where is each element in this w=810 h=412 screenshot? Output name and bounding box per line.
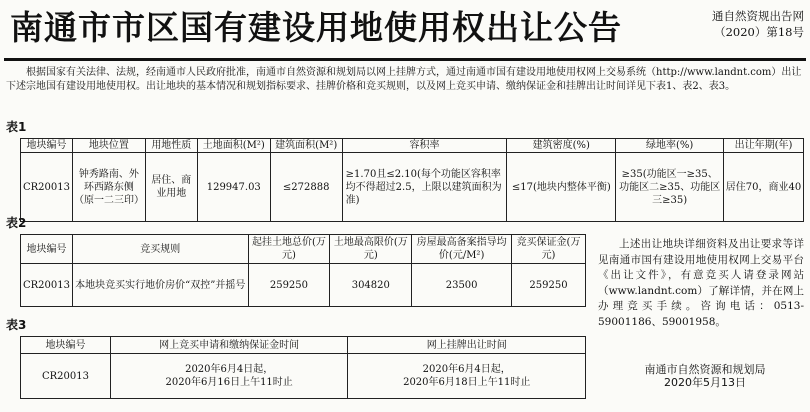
table1-label: 表1 bbox=[6, 120, 27, 134]
header-cell: 土地最高限价(万元) bbox=[330, 235, 412, 264]
deposit-cell: 259250 bbox=[512, 264, 586, 307]
table-header-row bbox=[21, 235, 586, 264]
start-price-cell: 259250 bbox=[248, 264, 330, 307]
land-use-cell: 居住、商业用地 bbox=[145, 153, 197, 222]
header-cell: 地块位置 bbox=[72, 139, 145, 153]
announcement-number bbox=[712, 8, 804, 40]
header-cell: 用地性质 bbox=[145, 139, 197, 153]
header-cell: 起挂土地总价(万元) bbox=[248, 235, 330, 264]
plot-id-cell: CR20013 bbox=[21, 153, 73, 222]
issuer-name: 南通市自然资源和规划局 bbox=[644, 363, 766, 376]
green-rate-cell: ≥35(功能区一≥35、功能区二≥35、功能区三≥35) bbox=[616, 153, 724, 222]
apply-time-cell bbox=[110, 354, 348, 399]
term-cell: 居住70，商业40 bbox=[724, 153, 804, 222]
house-price-cell: 23500 bbox=[412, 264, 512, 307]
apply-start: 2020年6月4日起， bbox=[185, 364, 274, 375]
listing-time-cell bbox=[348, 354, 586, 399]
land-info-table bbox=[20, 138, 804, 222]
header-cell: 建筑面积(M²) bbox=[270, 139, 342, 153]
page-title: 南通市市区国有建设用地使用权出让公告 bbox=[10, 8, 622, 47]
header-cell: 绿地率(%) bbox=[616, 139, 724, 153]
far-cell: ≥1.70且≤2.10(每个功能区容积率均不得超过2.5，上限以建筑面积为准) bbox=[342, 153, 507, 222]
land-area-cell: 129947.03 bbox=[197, 153, 270, 222]
table-header-row bbox=[21, 337, 586, 354]
issue-date: 2020年5月13日 bbox=[664, 376, 746, 389]
building-area-cell: ≤272888 bbox=[270, 153, 342, 222]
signature bbox=[620, 363, 790, 389]
header-cell: 竞买规则 bbox=[72, 235, 248, 264]
header-cell: 土地面积(M²) bbox=[197, 139, 270, 153]
header-cell: 网上挂牌出让时间 bbox=[348, 337, 586, 354]
table-row bbox=[21, 354, 586, 399]
apply-end: 2020年6月16日上午11时止 bbox=[165, 377, 293, 388]
header-cell: 出让年期(年) bbox=[724, 139, 804, 153]
table2-label: 表2 bbox=[6, 216, 27, 230]
schedule-table bbox=[20, 336, 586, 399]
header-cell: 竞买保证金(万元) bbox=[512, 235, 586, 264]
table3-label: 表3 bbox=[6, 318, 27, 332]
header-cell: 网上竞买申请和缴纳保证金时间 bbox=[110, 337, 348, 354]
bidding-rule-cell: 本地块竞买实行地价房价“双控”并摇号 bbox=[72, 264, 248, 307]
title-divider bbox=[4, 58, 806, 61]
header-cell: 地块编号 bbox=[21, 139, 73, 153]
header-cell: 地块编号 bbox=[21, 235, 73, 264]
intro-paragraph: 根据国家有关法律、法规，经南通市人民政府批准，南通市自然资源和规划局以网上挂牌方式，通过南通市国有建设用地使用权网上交易系统（http://www.landnt.com）出让下述宗地国有建设用地使用权。出让地块的基本情况和规划指标要求、挂牌价格和竞买规则，以及网上竞买申请、缴纳保证金和挂牌出让时间详见下表1、表2、表3。 bbox=[6, 67, 802, 92]
density-cell: ≤17(地块内整体平衡) bbox=[507, 153, 616, 222]
table-row bbox=[21, 264, 586, 307]
plot-id-cell: CR20013 bbox=[21, 354, 111, 399]
announcement-code: （2020）第18号 bbox=[714, 25, 804, 39]
header-cell: 容积率 bbox=[342, 139, 507, 153]
table-row bbox=[21, 153, 804, 222]
announcement-source: 通自然资规出告网 bbox=[712, 9, 804, 23]
header-cell: 建筑密度(%) bbox=[507, 139, 616, 153]
max-price-cell: 304820 bbox=[330, 264, 412, 307]
listing-start: 2020年6月4日起， bbox=[422, 364, 511, 375]
plot-id-cell: CR20013 bbox=[21, 264, 73, 307]
location-cell: 钟秀路南、外环西路东侧（原一二三印） bbox=[72, 153, 145, 222]
table-header-row bbox=[21, 139, 804, 153]
side-note: 上述出让地块详细资料及出让要求等详见南通市国有建设用地使用权网上交易平台《出让文件》，有意竞买人请登录网站（www.landnt.com）了解详情，并在网上办理竞买手续。咨询电话：0513-59001186、59001958。 bbox=[598, 238, 804, 328]
price-table bbox=[20, 234, 586, 307]
header-cell: 地块编号 bbox=[21, 337, 111, 354]
listing-end: 2020年6月18日上午11时止 bbox=[403, 377, 531, 388]
header-cell: 房屋最高备案指导均价(元/M²) bbox=[412, 235, 512, 264]
